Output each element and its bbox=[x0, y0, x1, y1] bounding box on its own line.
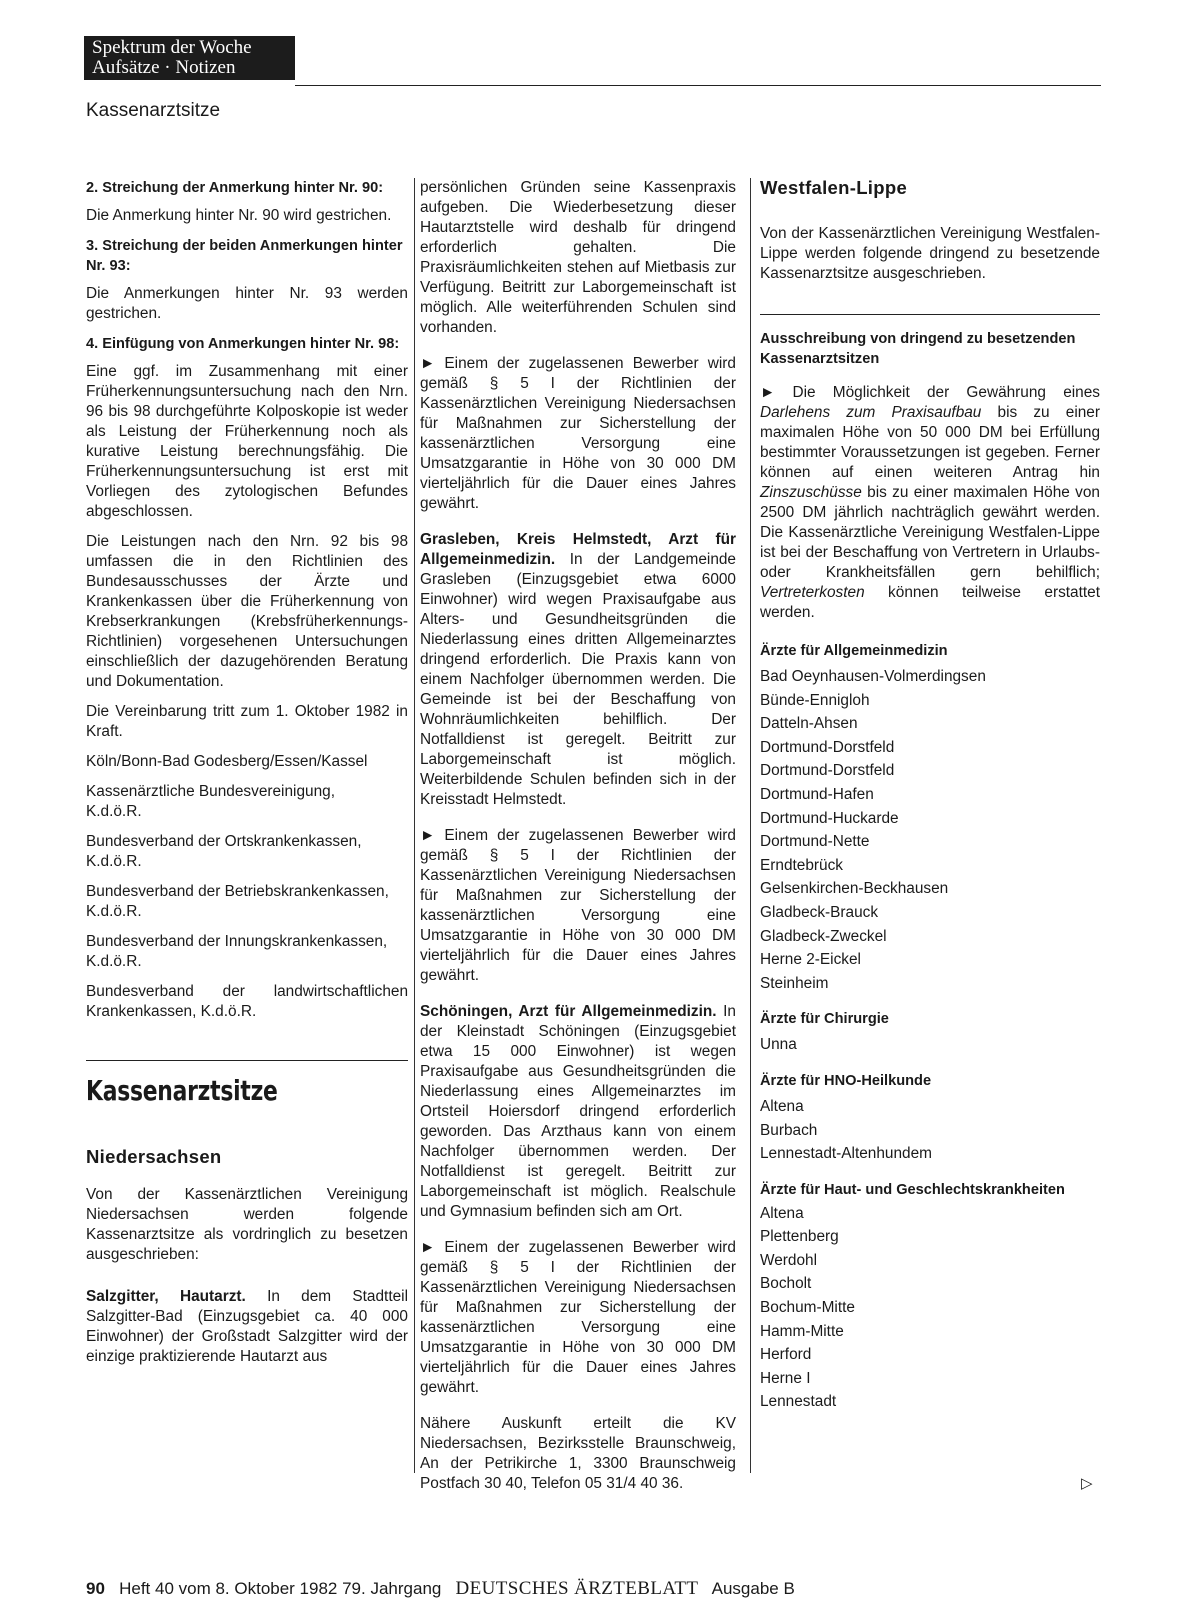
column-2 bbox=[420, 178, 736, 1504]
list-item: Herford bbox=[760, 1346, 812, 1364]
listing-schoeningen bbox=[420, 1002, 736, 1222]
paragraph bbox=[760, 383, 1100, 623]
text-run-italic: Vertreterkosten bbox=[760, 584, 865, 601]
region-title-niedersachsen: Niedersachsen bbox=[86, 1146, 222, 1167]
list-item: Gladbeck-Brauck bbox=[760, 903, 879, 921]
region-title-westfalen-lippe: Westfalen-Lippe bbox=[760, 177, 908, 198]
list-item: Bochum-Mitte bbox=[760, 1299, 855, 1317]
continue-arrow-icon: ▷ bbox=[1081, 1475, 1093, 1492]
listing-text: In der Kleinstadt Schöningen (Einzugsgebiet etwa 15 000 Einwohner) ist wegen Praxisaufgabe aus Gesundheitsgründen die Niederlassung eines Allgemeinarztes im Ortsteil Hoiersdorf dringend erforderlich geworden. Das Arzthaus kann von einem Nachfolger übernommen werden. Der Notfalldienst ist geregelt. Beitritt zur Laborgemeinschaft ist möglich. Realschule und Gymnasium befinden sich am Ort. bbox=[420, 1003, 736, 1220]
signatory bbox=[86, 832, 408, 872]
column-1 bbox=[86, 178, 408, 1377]
masthead-line2: Aufsätze · Notizen bbox=[92, 57, 236, 78]
list-item: Bad Oeynhausen-Volmerdingsen bbox=[760, 668, 986, 685]
list-item: Erndtebrück bbox=[760, 856, 843, 874]
signatory-name: Kassenärztliche Bundesvereinigung, bbox=[86, 783, 335, 800]
heading-ausschreibung: Ausschreibung von dringend zu besetzenden Kassenarztsitzen bbox=[760, 331, 1076, 367]
signatory-form: K.d.ö.R. bbox=[86, 953, 142, 970]
paragraph: Von der Kassenärztlichen Vereinigung Westfalen-Lippe werden folgende dringend zu besetzende Kassenarztsitze ausgeschrieben. bbox=[760, 225, 1100, 282]
place-line: Köln/Bonn-Bad Godesberg/Essen/Kassel bbox=[86, 753, 368, 770]
paragraph: Die Vereinbarung tritt zum 1. Oktober 1982 in Kraft. bbox=[86, 703, 408, 740]
signatory-form: K.d.ö.R. bbox=[86, 853, 142, 870]
journal-name: DEUTSCHES ÄRZTEBLATT bbox=[455, 1578, 699, 1599]
list-item: Lennestadt bbox=[760, 1393, 837, 1411]
section-rule bbox=[760, 314, 1100, 315]
listing-salzgitter bbox=[86, 1287, 408, 1367]
edition: Ausgabe B bbox=[711, 1579, 795, 1598]
section-label: Kassenarztsitze bbox=[86, 100, 221, 121]
list-item: Altena bbox=[760, 1204, 804, 1222]
list-haut bbox=[760, 1202, 1100, 1414]
list-item: Hamm-Mitte bbox=[760, 1322, 844, 1340]
issue-line: Heft 40 vom 8. Oktober 1982 79. Jahrgang bbox=[119, 1579, 442, 1598]
paragraph: persönlichen Gründen seine Kassenpraxis aufgeben. Die Wiederbesetzung dieser Hautarztstelle wird deshalb für dringend erforderlich gehalten. Die Praxisräumlichkeiten stehen auf Mietbasis zur Verfügung. Beitritt zur Laborgemeinschaft ist möglich. Alle weiterführenden Schulen sind vorhanden. bbox=[420, 179, 736, 336]
list-item: Burbach bbox=[760, 1121, 818, 1139]
page-number: 90 bbox=[86, 1579, 105, 1598]
paragraph: Die Leistungen nach den Nrn. 92 bis 98 umfassen die in den Richtlinien des Bundesausschusses der Ärzte und Krankenkassen über die Früherkennung von Krebserkrankungen (Krebsfrüherkennungs-Richtlinien) vorgesehenen Untersuchungen einschließlich der dazugehörenden Beratung und Dokumentation. bbox=[86, 533, 408, 690]
text-run-italic: Darlehens zum Praxisaufbau bbox=[760, 404, 982, 421]
list-item: Herne I bbox=[760, 1369, 811, 1387]
list-allgemeinmedizin bbox=[760, 665, 1100, 995]
header-rule bbox=[295, 85, 1101, 86]
paragraph: Die Anmerkung hinter Nr. 90 wird gestrichen. bbox=[86, 207, 392, 224]
group-heading-hno: Ärzte für HNO-Heilkunde bbox=[760, 1072, 932, 1089]
column-3 bbox=[760, 178, 1100, 1428]
listing-text: In der Landgemeinde Grasleben (Einzugsgebiet etwa 6000 Einwohner) wird wegen Praxisaufgabe aus Alters- und Gesundheitsgründen die Niederlassung eines dritten Allgemeinarztes dringend erforderlich. Die Praxis kann von einem Nachfolger übernommen werden. Die Gemeinde ist bei der Beschaffung von Wohnräumlichkeiten behilflich. Der Notfalldienst ist geregelt. Beitritt zur Laborgemeinschaft ist möglich. Weiterbildende Schulen befinden sich in der Kreisstadt Helmstedt. bbox=[420, 551, 736, 808]
section-rule bbox=[86, 1060, 408, 1061]
signatory-name: Bundesverband der Ortskrankenkassen, bbox=[86, 833, 362, 850]
list-item: Bocholt bbox=[760, 1275, 812, 1293]
group-heading-haut: Ärzte für Haut- und Geschlechtskrankheiten bbox=[760, 1181, 1065, 1198]
listing-heading: Schöningen, Arzt für Allgemeinmedizin. bbox=[420, 1003, 717, 1020]
list-item: Dortmund-Nette bbox=[760, 833, 870, 851]
list-item: Dortmund-Huckarde bbox=[760, 809, 899, 827]
list-item: Unna bbox=[760, 1036, 797, 1054]
list-item: Gladbeck-Zweckel bbox=[760, 927, 887, 945]
paragraph: Die Anmerkungen hinter Nr. 93 werden gestrichen. bbox=[86, 285, 408, 322]
group-heading-allgemeinmedizin: Ärzte für Allgemeinmedizin bbox=[760, 643, 948, 659]
text-run: bis zu einer maximalen Höhe von 2500 DM jährlich nachträglich gewährt werden. Die Kassenärztliche Vereinigung Westfalen-Lippe ist bei der Beschaffung von Vertretern in Urlaubs- oder Krankheitsfällen gern behilflich; bbox=[760, 484, 1100, 581]
text-run-italic: Zinszuschüsse bbox=[760, 484, 862, 501]
list-item: Lennestadt-Altenhundem bbox=[760, 1145, 932, 1163]
guarantee-paragraph: ► Einem der zugelassenen Bewerber wird gemäß § 5 I der Richtlinien der Kassenärztlichen Vereinigung Niedersachsen für Maßnahmen zur Sicherstellung der kassenärztlichen Versorgung eine Umsatzgarantie in Höhe von 30 000 DM vierteljährlich für die Dauer eines Jahres gewährt. bbox=[420, 1239, 736, 1396]
list-item: Dortmund-Dorstfeld bbox=[760, 762, 895, 780]
list-item: Werdohl bbox=[760, 1251, 818, 1269]
list-chirurgie bbox=[760, 1033, 1100, 1057]
footer bbox=[86, 1578, 795, 1600]
group-heading-chirurgie: Ärzte für Chirurgie bbox=[760, 1011, 889, 1028]
signatory-name: Bundesverband der Innungskrankenkassen, bbox=[86, 933, 388, 950]
list-item: Plettenberg bbox=[760, 1228, 839, 1246]
listing-text: In dem Stadtteil Salzgitter-Bad (Einzugsgebiet ca. 40 000 Einwohner) der Großstadt Salzgitter wird der einzige praktizierende Hautarzt aus bbox=[86, 1288, 408, 1365]
list-item: Dortmund-Dorstfeld bbox=[760, 738, 895, 756]
contact-paragraph: Nähere Auskunft erteilt die KV Niedersachsen, Bezirksstelle Braunschweig, An der Petrikirche 1, 3300 Braunschweig Postfach 30 40, Telefon 05 31/4 40 36. bbox=[420, 1415, 736, 1492]
list-hno bbox=[760, 1095, 1100, 1166]
guarantee-paragraph: ► Einem der zugelassenen Bewerber wird gemäß § 5 I der Richtlinien der Kassenärztlichen Vereinigung Niedersachsen für Maßnahmen zur Sicherstellung der kassenärztlichen Versorgung eine Umsatzgarantie in Höhe von 30 000 DM vierteljährlich für die Dauer eines Jahres gewährt. bbox=[420, 827, 736, 984]
heading-einfuegung-98: 4. Einfügung von Anmerkungen hinter Nr. 98: bbox=[86, 336, 400, 352]
list-item: Dortmund-Hafen bbox=[760, 785, 874, 803]
listing-heading: Salzgitter, Hautarzt. bbox=[86, 1288, 246, 1305]
paragraph: Eine ggf. im Zusammenhang mit einer Früherkennungsuntersuchung nach den Nrn. 96 bis 98 durchgeführte Kolposkopie ist weder als Leistung der Früherkennung noch als kurative Leistung berechnungsfähig. Die Früherkennungsuntersuchung ist erst mit Vorliegen des zytologischen Befundes abgeschlossen. bbox=[86, 363, 408, 520]
article-title: Kassenarztsitze bbox=[86, 1074, 278, 1107]
column-divider-1 bbox=[414, 178, 415, 1473]
signatory-name: Bundesverband der Betriebskrankenkassen, bbox=[86, 883, 389, 900]
list-item: Datteln-Ahsen bbox=[760, 715, 858, 733]
signatory-form: K.d.ö.R. bbox=[86, 903, 142, 920]
text-run: bis zu einer maximalen Höhe von 50 000 DM bei Erfüllung bestimmter Voraussetzungen ist gegeben. Ferner können auf einen weiteren Antrag hin bbox=[760, 404, 1100, 481]
list-item: Bünde-Ennigloh bbox=[760, 691, 870, 709]
masthead-line1: Spektrum der Woche bbox=[92, 37, 252, 58]
signatory-form: K.d.ö.R. bbox=[86, 803, 142, 820]
heading-streichung-93: 3. Streichung der beiden Anmerkungen hinter Nr. 93: bbox=[86, 238, 403, 274]
list-item: Altena bbox=[760, 1097, 804, 1115]
signatory bbox=[86, 882, 408, 922]
list-item: Steinheim bbox=[760, 974, 829, 992]
listing-grasleben bbox=[420, 530, 736, 810]
heading-streichung-90: 2. Streichung der Anmerkung hinter Nr. 90: bbox=[86, 180, 384, 196]
signatory bbox=[86, 782, 408, 822]
listing-heading: Grasleben, Kreis Helmstedt, Arzt für Allgemeinmedizin. bbox=[420, 531, 736, 568]
column-divider-2 bbox=[750, 178, 751, 1473]
text-run: ► Die Möglichkeit der Gewährung eines bbox=[760, 384, 1100, 401]
list-item: Herne 2-Eickel bbox=[760, 951, 861, 969]
text-run: können teilweise erstattet werden. bbox=[760, 584, 1100, 621]
signatory bbox=[86, 932, 408, 972]
masthead bbox=[84, 36, 295, 80]
paragraph: Von der Kassenärztlichen Vereinigung Niedersachsen werden folgende Kassenarztsitze als vordringlich zu besetzen ausgeschrieben: bbox=[86, 1186, 408, 1263]
signatory: Bundesverband der landwirtschaftlichen Krankenkassen, K.d.ö.R. bbox=[86, 983, 408, 1020]
list-item: Gelsenkirchen-Beckhausen bbox=[760, 880, 949, 898]
guarantee-paragraph: ► Einem der zugelassenen Bewerber wird gemäß § 5 I der Richtlinien der Kassenärztlichen Vereinigung Niedersachsen für Maßnahmen zur Sicherstellung der kassenärztlichen Versorgung eine Umsatzgarantie in Höhe von 30 000 DM vierteljährlich für die Dauer eines Jahres gewährt. bbox=[420, 355, 736, 512]
